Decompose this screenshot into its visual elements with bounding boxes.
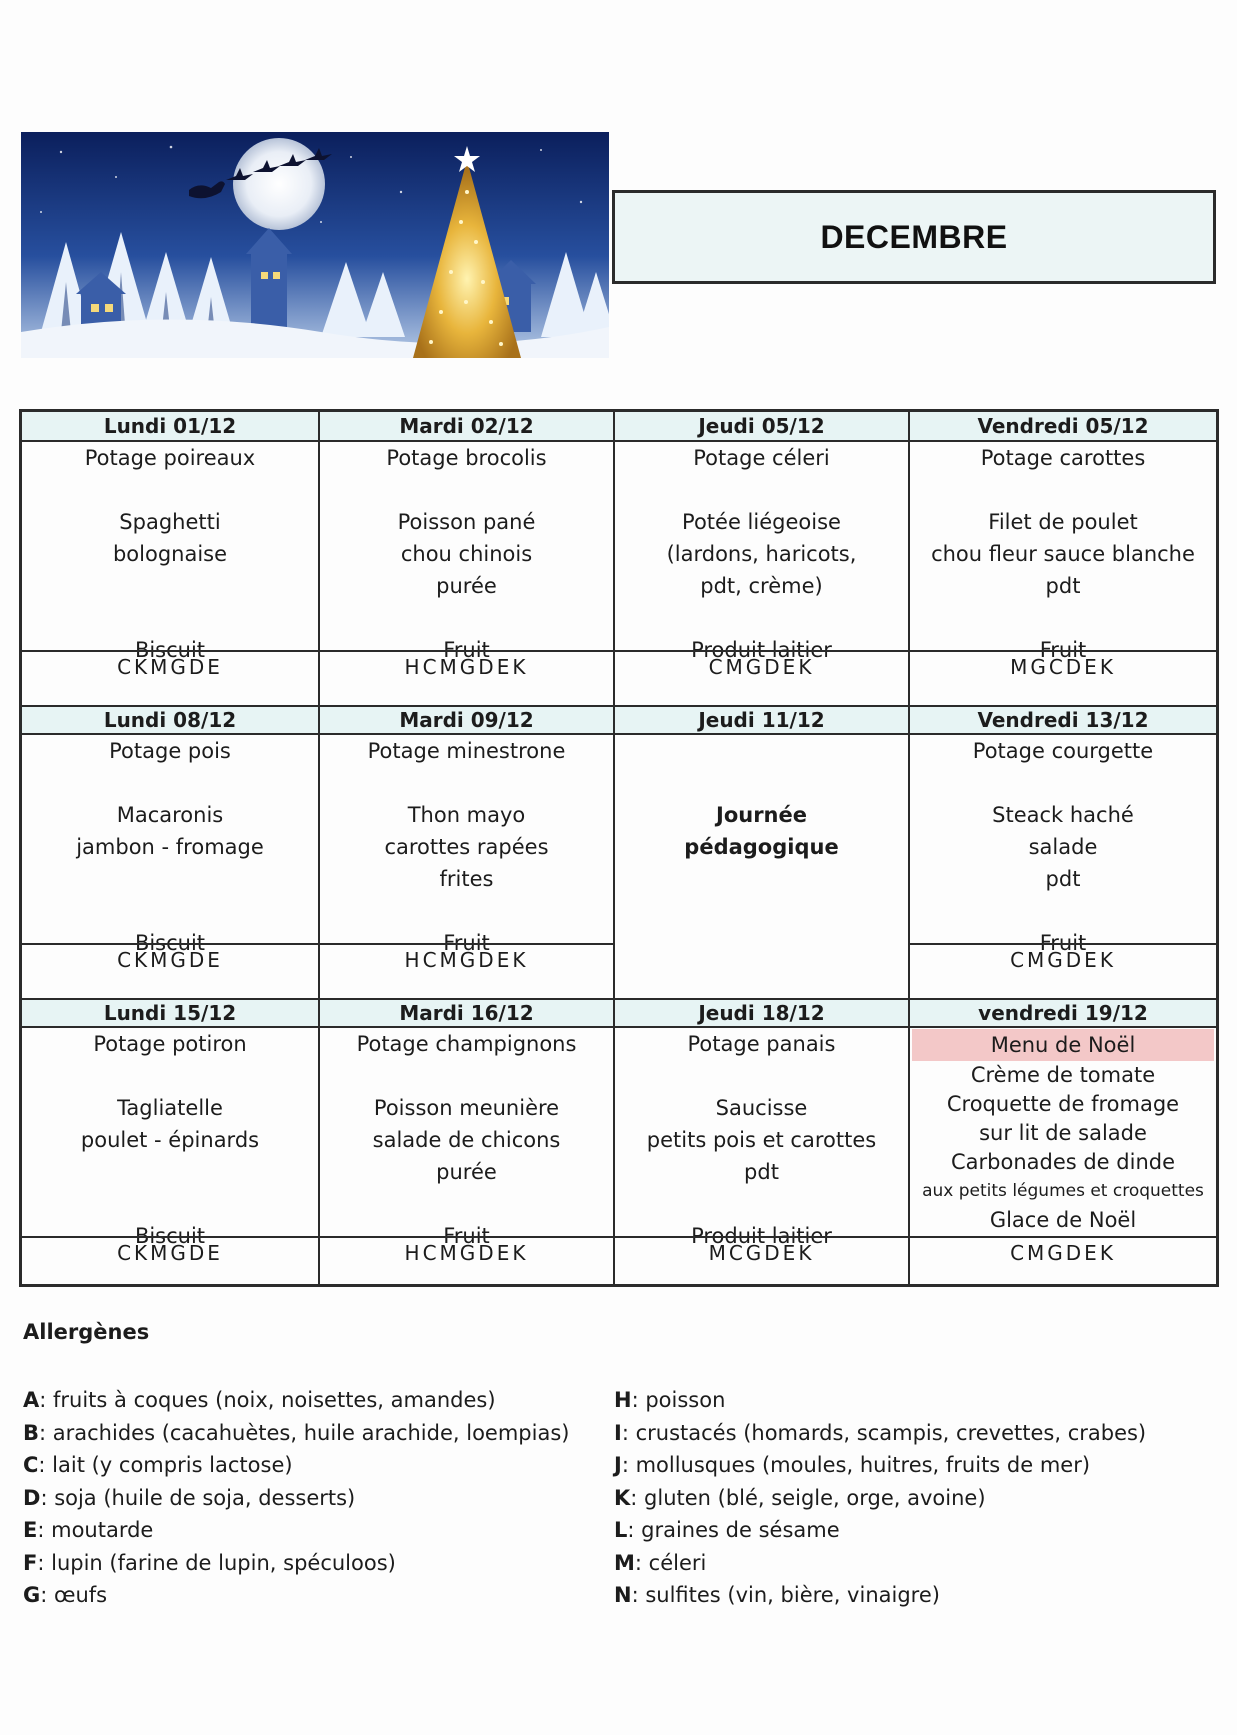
menu-line: Potage carottes (980, 446, 1146, 470)
allergen-description: : graines de sésame (627, 1518, 840, 1542)
allergen-legend-title: Allergènes (23, 1320, 150, 1344)
allergen-legend-item (23, 1449, 569, 1482)
allergen-code: G (23, 1583, 41, 1607)
menu-line: (lardons, haricots, (666, 542, 857, 566)
day-menu (910, 735, 1216, 955)
day-header: Vendredi 13/12 (910, 705, 1216, 735)
menu-line: Crème de tomate (970, 1063, 1156, 1087)
allergen-description: : œufs (40, 1583, 108, 1607)
menu-line: Filet de poulet (988, 510, 1138, 534)
allergen-codes: HCMGDEK (320, 1236, 613, 1268)
allergen-codes: CMGDEK (615, 650, 908, 682)
day-menu (910, 442, 1216, 662)
menu-line: bolognaise (112, 542, 228, 566)
menu-line: Carbonades de dinde (950, 1150, 1176, 1174)
allergen-description: : gluten (blé, seigle, orge, avoine) (630, 1485, 986, 1510)
allergen-description: : céleri (634, 1550, 707, 1575)
allergen-code: F (23, 1550, 38, 1575)
allergen-code: K (614, 1485, 631, 1510)
day-menu (615, 735, 908, 939)
menu-line: chou fleur sauce blanche (931, 542, 1195, 566)
allergen-legend-item (614, 1514, 1146, 1547)
allergen-code: I (614, 1420, 622, 1445)
day-header: Mardi 02/12 (320, 412, 613, 442)
allergen-description: : moutarde (37, 1518, 154, 1542)
menu-line: purée (436, 1160, 497, 1184)
menu-line: Fruit (1039, 931, 1087, 955)
menu-line: Potage courgette (972, 739, 1154, 763)
day-menu (320, 1028, 613, 1248)
christmas-menu-label: Menu de Noël (912, 1029, 1214, 1061)
allergen-codes: MGCDEK (910, 650, 1216, 682)
menu-line: Journée (716, 803, 807, 827)
menu-line: sur lit de salade (979, 1121, 1147, 1145)
allergen-description: : fruits à coques (noix, noisettes, amandes) (39, 1388, 496, 1412)
menu-line: pdt (1045, 574, 1081, 598)
allergen-code: H (614, 1388, 632, 1412)
allergen-legend-item (614, 1417, 1146, 1450)
day-header: Mardi 09/12 (320, 705, 613, 735)
allergen-code: C (23, 1453, 39, 1477)
menu-line: Potée liégeoise (682, 510, 841, 534)
allergen-codes: CMGDEK (910, 943, 1216, 975)
menu-line: Potage panais (687, 1032, 836, 1056)
day-header: vendredi 19/12 (910, 998, 1216, 1028)
allergen-codes: HCMGDEK (320, 943, 613, 975)
menu-line: Glace de Noël (989, 1208, 1137, 1232)
menu-line: jambon - fromage (76, 835, 264, 859)
menu-line: carottes rapées (384, 835, 549, 859)
day-header: Vendredi 05/12 (910, 412, 1216, 442)
day-menu (615, 442, 908, 662)
allergen-legend-item (23, 1384, 569, 1417)
day-menu (22, 1028, 318, 1248)
menu-line: pdt, crème) (700, 574, 823, 598)
day-menu (22, 735, 318, 955)
allergen-legend-item (614, 1384, 1146, 1417)
menu-line: Potage poireaux (84, 446, 256, 470)
christmas-banner-image (21, 132, 609, 358)
menu-line: Fruit (443, 1224, 490, 1248)
day-header: Lundi 01/12 (22, 412, 318, 442)
allergen-code: J (614, 1453, 622, 1477)
allergen-code: D (23, 1485, 41, 1510)
allergen-legend-item (614, 1547, 1146, 1580)
day-menu (320, 735, 613, 955)
menu-line: Biscuit (134, 931, 206, 955)
menu-line: Croquette de fromage (946, 1092, 1180, 1116)
day-header: Lundi 08/12 (22, 705, 318, 735)
allergen-codes: HCMGDEK (320, 650, 613, 682)
month-title: DECEMBRE (820, 218, 1008, 255)
menu-line: Potage pois (109, 739, 231, 763)
menu-line: poulet - épinards (80, 1128, 260, 1152)
menu-line: Tagliatelle (117, 1096, 223, 1120)
allergen-code: M (614, 1550, 635, 1575)
allergen-legend-right (614, 1384, 1146, 1612)
allergen-description: : lait (y compris lactose) (38, 1453, 293, 1477)
menu-line: Potage brocolis (386, 446, 547, 470)
menu-line: Produit laitier (691, 1224, 832, 1248)
allergen-code: B (23, 1420, 40, 1445)
menu-line: Potage potiron (93, 1032, 247, 1056)
menu-line: Saucisse (715, 1096, 808, 1120)
day-header: Jeudi 18/12 (615, 998, 908, 1028)
allergen-description: : lupin (farine de lupin, spéculoos) (37, 1550, 396, 1575)
day-header: Lundi 15/12 (22, 998, 318, 1028)
allergen-code: L (614, 1518, 628, 1542)
allergen-description: : sulfites (vin, bière, vinaigre) (631, 1583, 940, 1607)
allergen-description: : mollusques (moules, huitres, fruits de mer) (621, 1453, 1091, 1477)
day-menu (320, 442, 613, 662)
menu-line: Fruit (443, 638, 490, 662)
allergen-legend-item (23, 1417, 569, 1450)
allergen-code: E (23, 1518, 38, 1542)
menu-line: Steack haché (992, 803, 1134, 827)
menu-line: Biscuit (134, 638, 206, 662)
allergen-legend-item (23, 1579, 569, 1612)
allergen-description: : soja (huile de soja, desserts) (40, 1485, 356, 1510)
menu-line: Macaronis (116, 803, 224, 827)
allergen-code: N (614, 1583, 632, 1607)
allergen-codes: CKMGDE (22, 943, 318, 975)
menu-line: Poisson pané (397, 510, 536, 534)
menu-line: chou chinois (400, 542, 533, 566)
allergen-codes: CMGDEK (910, 1236, 1216, 1268)
allergen-legend-item (614, 1449, 1146, 1482)
menu-line: pédagogique (684, 835, 839, 859)
menu-table (19, 409, 1219, 1287)
menu-line: Potage minestrone (367, 739, 566, 763)
menu-line: Fruit (1039, 638, 1087, 662)
menu-line: Potage champignons (356, 1032, 577, 1056)
day-header: Jeudi 05/12 (615, 412, 908, 442)
day-menu (22, 442, 318, 662)
menu-line: frites (439, 867, 494, 891)
allergen-codes: CKMGDE (22, 650, 318, 682)
menu-line: Potage céleri (693, 446, 830, 470)
allergen-codes: CKMGDE (22, 1236, 318, 1268)
menu-line: Spaghetti (119, 510, 221, 534)
menu-line: petits pois et carottes (646, 1128, 877, 1152)
allergen-legend-item (614, 1482, 1146, 1515)
menu-line: Fruit (443, 931, 490, 955)
day-menu (910, 1028, 1216, 1232)
allergen-description: : poisson (631, 1388, 726, 1412)
menu-line: Biscuit (134, 1224, 206, 1248)
day-header: Jeudi 11/12 (615, 705, 908, 735)
menu-line: aux petits légumes et croquettes (922, 1181, 1204, 1201)
menu-line: Thon mayo (407, 803, 526, 827)
allergen-legend-item (23, 1514, 569, 1547)
allergen-legend-item (614, 1579, 1146, 1612)
allergen-legend-left (23, 1384, 569, 1612)
menu-line: salade de chicons (372, 1128, 561, 1152)
allergen-description: : crustacés (homards, scampis, crevettes, crabes) (621, 1420, 1147, 1445)
menu-line: salade (1028, 835, 1098, 859)
day-menu (615, 1028, 908, 1248)
allergen-codes: MCGDEK (615, 1236, 908, 1268)
allergen-description: : arachides (cacahuètes, huile arachide, loempias) (39, 1420, 570, 1445)
month-title-box (612, 190, 1216, 284)
menu-line: Produit laitier (691, 638, 832, 662)
allergen-legend-item (23, 1482, 569, 1515)
menu-line: pdt (1045, 867, 1081, 891)
allergen-code: A (23, 1388, 40, 1412)
day-header: Mardi 16/12 (320, 998, 613, 1028)
menu-line: Poisson meunière (373, 1096, 560, 1120)
allergen-legend-item (23, 1547, 569, 1580)
menu-line: purée (436, 574, 497, 598)
menu-line: pdt (744, 1160, 779, 1184)
